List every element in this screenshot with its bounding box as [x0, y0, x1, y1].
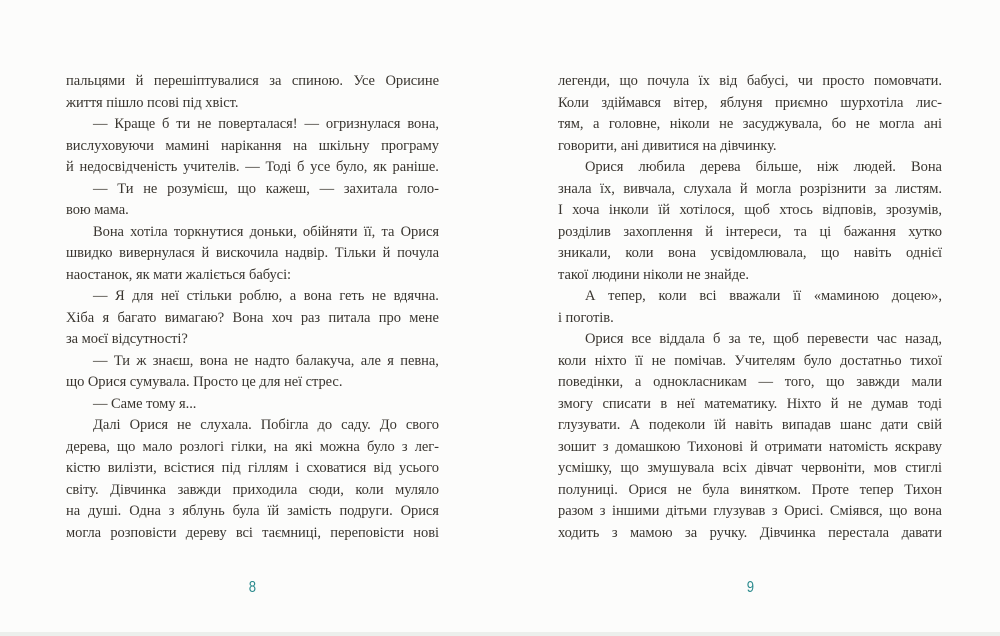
text-line: дерева, що мало розлогі гілки, на які можна було з лег-: [66, 438, 439, 455]
text-line: швидко вивернулася й вискочила надвір. Тільки й почула: [66, 245, 439, 261]
right-page-number-value: 9: [746, 579, 754, 596]
text-line: зникали, коли вона усвідомлювала, що навіть однієї: [558, 245, 942, 261]
right-page-number: [558, 579, 942, 597]
text-line: розділив захоплення й інтереси, та ці бажання хутко: [558, 223, 942, 240]
text-line: полуниці. Орися не була винятком. Проте тепер Тихон: [558, 481, 942, 498]
text-line: Хіба я багато вимагаю? Вона хоч раз питала про мене: [66, 309, 439, 326]
text-line: — Саме тому я...: [93, 395, 197, 412]
text-line: за моєї відсутності?: [66, 331, 188, 347]
text-line: пальцями й перешіптувалися за спиною. Усе Орисине: [66, 73, 439, 89]
text-line: знала їх, вивчала, слухала й могла розрізнити за листям.: [558, 180, 942, 197]
left-page-number: [66, 579, 439, 597]
text-line: вислуховуючи мамині нарікання на шкільну програму: [66, 137, 439, 154]
text-line: могла розповісти дереву всі таємниці, переповісти нові: [66, 524, 439, 541]
text-line: глузувати. А подеколи їй навіть випадав шанс дати свій: [558, 417, 942, 433]
text-line: — Краще б ти не поверталася! — огризнулася вона,: [93, 116, 439, 132]
right-page-text: [558, 71, 942, 544]
text-line: Далі Орися не слухала. Побігла до саду. До свого: [93, 417, 439, 433]
text-line: легенди, що почула їх від бабусі, чи просто помовчати.: [558, 73, 942, 89]
text-line: поведінки, а однокласникам — того, що завжди мали: [558, 374, 942, 390]
text-line: Орися любила дерева більше, ніж людей. Вона: [585, 159, 942, 175]
scan-bottom-edge: [0, 632, 1000, 636]
text-line: на душі. Одна з яблунь була їй замість подруги. Орися: [66, 503, 439, 519]
left-page-number-value: 8: [248, 579, 257, 596]
text-line: такої людини ніколи не знайде.: [558, 266, 749, 283]
text-line: світу. Дівчинка завжди приходила сюди, коли муляло: [66, 481, 439, 498]
text-line: І хоча інколи їй хотілося, щоб хтось відповів, зрозумів,: [558, 202, 942, 218]
text-line: наостанок, як мати жаліється бабусі:: [66, 266, 292, 283]
text-line: Вона хотіла торкнутися доньки, обійняти її, та Орися: [93, 223, 439, 240]
text-line: разом з іншими дітьми глузував з Орисі. Сміявся, що вона: [558, 503, 942, 519]
text-line: Коли здіймався вітер, яблуня приємно шурхотіла лис-: [558, 94, 942, 111]
text-line: змогу списати в неї математику. Ніхто й не думав тоді: [558, 395, 942, 412]
text-line: вою мама.: [66, 202, 129, 218]
text-line: тям, а головне, ніколи не засуджувала, бо не могла ані: [558, 116, 942, 132]
text-line: що Орися сумувала. Просто це для неї стрес.: [66, 374, 343, 390]
text-line: коли ніхто її не помічав. Учителям було достатньо тихої: [558, 352, 942, 369]
text-line: кістю вилізти, всістися під гіллям і сховатися від усього: [66, 460, 439, 476]
text-line: — Ти не розумієш, що кажеш, — захитала голо-: [93, 180, 439, 197]
text-line: усмішку, що змушувала всіх дівчат червоніти, мов стиглі: [558, 460, 942, 476]
text-line: і поготів.: [558, 309, 614, 326]
text-line: ходить з мамою за ручку. Дівчинка перестала давати: [558, 524, 942, 541]
text-line: життя пішло псові під хвіст.: [66, 94, 239, 111]
text-line: зошит з домашкою Тихонові й отримати натомість яскраву: [558, 438, 942, 455]
text-line: — Ти ж знаєш, вона не надто балакуча, але я певна,: [93, 352, 439, 369]
text-line: Орися все віддала б за те, щоб перевести час назад,: [585, 331, 942, 347]
text-line: А тепер, коли всі вважали її «маминою доцею»,: [585, 288, 942, 304]
text-line: — Я для неї стільки роблю, а вона геть не вдячна.: [93, 288, 439, 304]
text-line: говорити, ані дивитися на дівчинку.: [558, 137, 777, 154]
text-line: й недосвідченість учителів. — Тоді б усе було, як раніше.: [66, 159, 439, 175]
left-page-text: [66, 71, 439, 544]
